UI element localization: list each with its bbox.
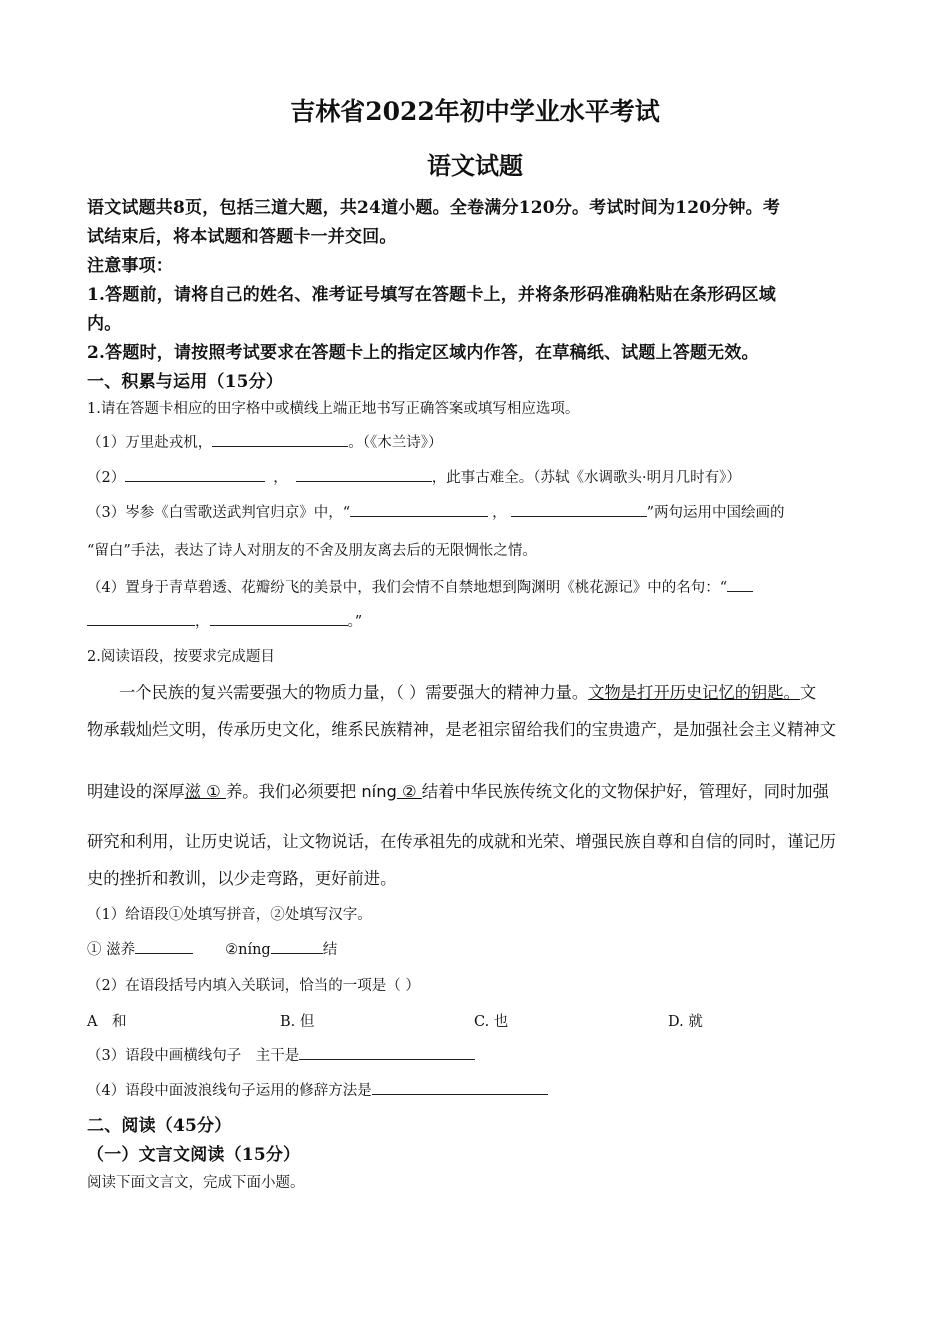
q1-item-1 <box>87 431 442 452</box>
q2-sub-3-text: （3）语段中画横线句子 主干是 <box>87 1048 300 1064</box>
option-b[interactable]: B. 但 <box>280 1014 315 1030</box>
section-2-prompt: 阅读下面文言文，完成下面小题。 <box>87 1175 305 1191</box>
q1-item-2 <box>87 466 741 487</box>
answer-blank[interactable] <box>511 502 647 517</box>
option-c[interactable]: C. 也 <box>474 1014 509 1030</box>
q1-prompt: 1.请在答题卡相应的田字格中或横线上端正地书写正确答案或填写相应选项。 <box>87 401 580 417</box>
answer-blank[interactable] <box>87 611 195 626</box>
underlined-sentence: 文物是打开历史记忆的钥匙。 <box>588 683 800 702</box>
option-d[interactable]: D. 就 <box>668 1014 703 1030</box>
answer-blank[interactable] <box>296 467 432 482</box>
answer-blank[interactable] <box>350 502 488 517</box>
q1-item-4-end: 。” <box>347 614 363 630</box>
q2-sub-2: （2）在语段括号内填入关联词，恰当的一项是（ ） <box>87 978 420 994</box>
section-2-heading: 二、阅读（45分） <box>87 1116 232 1136</box>
q1-item-3-text: （3）岑参《白雪歌送武判官归京》中，“ <box>87 505 351 521</box>
q1-item-4-line-2 <box>87 610 362 631</box>
answer-blank[interactable] <box>271 939 323 954</box>
note-1-line-1: 1.答题前，请将自己的姓名、准考证号填写在答题卡上，并将条形码准确粘贴在条形码区域 <box>87 285 776 305</box>
note-1-line-2: 内。 <box>87 314 122 334</box>
passage-text: 结着中华民族传统文化的文物保护好，管理好，同时加强 <box>421 782 829 801</box>
passage-text: 一个民族的复兴需要强大的物质力量，（ ）需要强大的精神力量。 <box>119 683 589 702</box>
answer-blank[interactable] <box>372 1080 548 1095</box>
answer-blank[interactable] <box>125 467 265 482</box>
intro-line-1: 语文试题共8页，包括三道大题，共24道小题。全卷满分120分。考试时间为120分钟。考 <box>87 198 781 218</box>
q1-item-3-comma: ， <box>492 505 507 521</box>
answer-blank[interactable] <box>299 1045 475 1060</box>
q2-prompt: 2.阅读语段，按要求完成题目 <box>87 649 275 665</box>
passage-line-2: 物承载灿烂文明，传承历史文化，维系民族精神，是老祖宗留给我们的宝贵遗产，是加强社会主义精神文 <box>87 720 836 739</box>
q1-item-1-source: 。（《木兰诗》） <box>348 435 443 451</box>
answer-blank[interactable] <box>727 577 753 592</box>
blank-marker-2: ② <box>396 782 422 801</box>
q1-item-2-source: ，此事古难全。（苏轼《水调歌头·明月几时有》） <box>431 470 741 486</box>
passage-text: 明建设的深厚 <box>87 782 185 801</box>
blank-marker-1: 滋 ① <box>184 782 226 801</box>
q1-item-2-label: （2） <box>87 470 126 486</box>
section-2-subheading: （一）文言文阅读（15分） <box>87 1145 301 1165</box>
q1-item-2-comma: ， <box>273 470 288 486</box>
q2-sub-1-answers <box>87 938 337 959</box>
section-1-heading: 一、积累与运用（15分） <box>87 372 284 392</box>
passage-line-4: 研究和利用，让历史说话，让文物说话，在传承祖先的成就和光荣、增强民族自尊和自信的同时，谨记历 <box>87 832 836 851</box>
q2-sub-1: （1）给语段①处填写拼音，②处填写汉字。 <box>87 907 372 923</box>
q1-item-3 <box>87 501 785 522</box>
q1-item-3-line-2: “留白”手法，表达了诗人对朋友的不舍及朋友离去后的无限惆怅之情。 <box>87 543 537 559</box>
q2-sub-3 <box>87 1044 475 1065</box>
answer-label-1: ① 滋养 <box>87 942 136 958</box>
passage-line-5: 史的挫折和教训，以少走弯路，更好前进。 <box>87 869 397 888</box>
intro-line-2: 试结束后，将本试题和答题卡一并交回。 <box>87 227 397 247</box>
passage-line-1 <box>119 679 816 703</box>
answer-blank[interactable] <box>210 611 348 626</box>
q1-item-4-text: （4）置身于青草碧透、花瓣纷飞的美景中，我们会情不自禁地想到陶渊明《桃花源记》中的名句：“ <box>87 580 728 596</box>
note-2: 2.答题时，请按照考试要求在答题卡上的指定区域内作答，在草稿纸、试题上答题无效。 <box>87 343 759 363</box>
answer-blank[interactable] <box>135 939 193 954</box>
q1-item-4-comma: ， <box>195 614 210 630</box>
q1-item-4 <box>87 576 753 597</box>
passage-line-3 <box>87 778 829 802</box>
exam-subtitle: 语文试题 <box>427 151 523 180</box>
q1-item-1-text: （1）万里赴戎机， <box>87 435 213 451</box>
passage-text: 养。我们必须要把 níng <box>225 782 397 801</box>
q2-sub-4 <box>87 1079 548 1100</box>
q1-item-3-tail: ”两句运用中国绘画的 <box>646 505 785 521</box>
passage-text: 文 <box>799 683 817 702</box>
answer-blank[interactable] <box>212 432 348 447</box>
answer-label-2: ②níng <box>225 942 271 958</box>
exam-title: 吉林省2022年初中学业水平考试 <box>290 97 660 126</box>
option-a[interactable]: A 和 <box>87 1014 127 1030</box>
q2-sub-4-text: （4）语段中面波浪线句子运用的修辞方法是 <box>87 1083 372 1099</box>
answer-label-2-tail: 结 <box>322 942 338 958</box>
notice-heading: 注意事项： <box>87 256 173 276</box>
